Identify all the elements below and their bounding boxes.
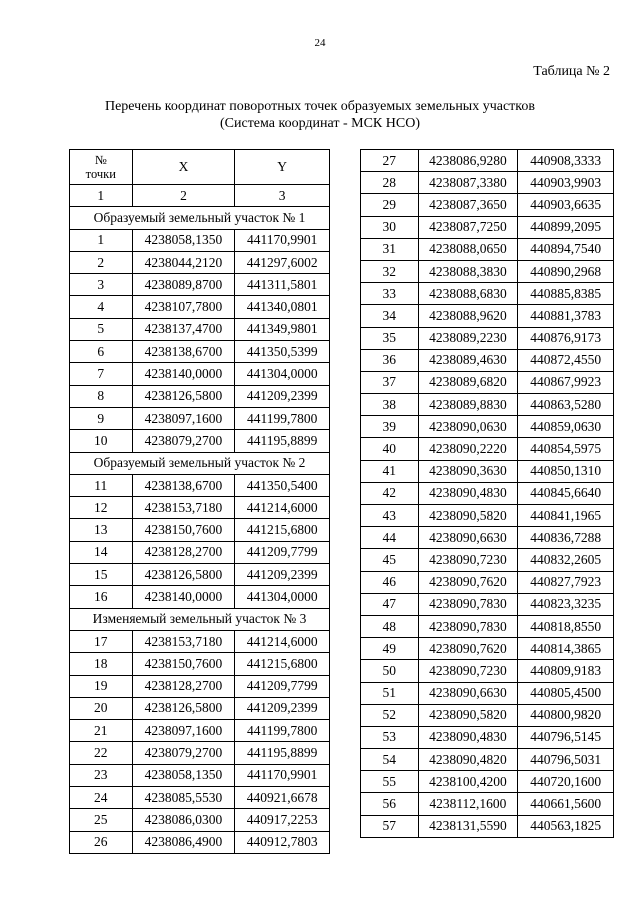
point-number: 32 (361, 260, 419, 282)
title-line-2: (Система координат - МСК НСО) (219, 116, 420, 131)
point-number: 9 (70, 407, 133, 429)
point-number: 12 (70, 497, 133, 519)
table-row (361, 615, 614, 637)
point-number: 1 (70, 229, 133, 251)
point-number: 8 (70, 385, 133, 407)
header-index-1: 1 (70, 185, 133, 207)
x-coordinate: 4238128,2700 (132, 675, 235, 697)
table-row (70, 809, 330, 831)
table-row (70, 251, 330, 273)
y-coordinate: 440836,7288 (518, 527, 614, 549)
right-table-body (361, 150, 614, 838)
y-coordinate: 440832,2605 (518, 549, 614, 571)
x-coordinate: 4238090,4830 (418, 482, 518, 504)
header-y: Y (235, 150, 330, 185)
header-point-number (70, 150, 133, 185)
point-number: 23 (70, 764, 133, 786)
x-coordinate: 4238085,5530 (132, 787, 235, 809)
y-coordinate: 440809,9183 (518, 660, 614, 682)
table-row (70, 407, 330, 429)
y-coordinate: 440823,3235 (518, 593, 614, 615)
point-number: 56 (361, 793, 419, 815)
point-number: 47 (361, 593, 419, 615)
table-row (70, 385, 330, 407)
x-coordinate: 4238086,4900 (132, 831, 235, 853)
point-number: 22 (70, 742, 133, 764)
header-index-row (70, 185, 330, 207)
x-coordinate: 4238090,5820 (418, 505, 518, 527)
y-coordinate: 441350,5399 (235, 341, 330, 363)
table-row (70, 274, 330, 296)
point-number: 37 (361, 371, 419, 393)
x-coordinate: 4238089,8830 (418, 394, 518, 416)
table-row (70, 474, 330, 496)
table-row (70, 341, 330, 363)
x-coordinate: 4238138,6700 (132, 474, 235, 496)
point-number: 38 (361, 394, 419, 416)
y-coordinate: 441304,0000 (235, 363, 330, 385)
point-number: 57 (361, 815, 419, 837)
header-x: X (132, 150, 235, 185)
table-row (361, 194, 614, 216)
x-coordinate: 4238131,5590 (418, 815, 518, 837)
table-row (361, 460, 614, 482)
table-row (361, 771, 614, 793)
point-number: 19 (70, 675, 133, 697)
x-coordinate: 4238086,9280 (418, 150, 518, 172)
point-number: 18 (70, 653, 133, 675)
table-row (361, 749, 614, 771)
x-coordinate: 4238153,7180 (132, 630, 235, 652)
table-row (361, 260, 614, 282)
x-coordinate: 4238097,1600 (132, 407, 235, 429)
y-coordinate: 441195,8899 (235, 430, 330, 452)
point-number: 45 (361, 549, 419, 571)
point-number: 28 (361, 172, 419, 194)
point-number: 5 (70, 318, 133, 340)
x-coordinate: 4238090,3630 (418, 460, 518, 482)
y-coordinate: 440661,5600 (518, 793, 614, 815)
y-coordinate: 441311,5801 (235, 274, 330, 296)
table-row (70, 831, 330, 853)
y-coordinate: 440917,2253 (235, 809, 330, 831)
y-coordinate: 441215,6800 (235, 653, 330, 675)
y-coordinate: 441199,7800 (235, 407, 330, 429)
point-number: 15 (70, 564, 133, 586)
x-coordinate: 4238150,7600 (132, 519, 235, 541)
y-coordinate: 440903,9903 (518, 172, 614, 194)
table-row (361, 150, 614, 172)
x-coordinate: 4238150,7600 (132, 653, 235, 675)
point-number: 44 (361, 527, 419, 549)
y-coordinate: 440814,3865 (518, 638, 614, 660)
point-number: 34 (361, 305, 419, 327)
y-coordinate: 440818,8550 (518, 615, 614, 637)
x-coordinate: 4238126,5800 (132, 385, 235, 407)
y-coordinate: 440899,2095 (518, 216, 614, 238)
x-coordinate: 4238087,7250 (418, 216, 518, 238)
coordinates-table-right (360, 149, 614, 838)
table-row (361, 172, 614, 194)
y-coordinate: 441214,6000 (235, 630, 330, 652)
page-number: 24 (314, 37, 326, 49)
x-coordinate: 4238090,6630 (418, 682, 518, 704)
table-row (70, 541, 330, 563)
x-coordinate: 4238090,7620 (418, 638, 518, 660)
table-row (70, 318, 330, 340)
table-row (70, 586, 330, 608)
point-number: 51 (361, 682, 419, 704)
point-number: 6 (70, 341, 133, 363)
y-coordinate: 440841,1965 (518, 505, 614, 527)
x-coordinate: 4238090,7230 (418, 660, 518, 682)
point-number: 48 (361, 615, 419, 637)
x-coordinate: 4238140,0000 (132, 586, 235, 608)
y-coordinate: 440563,1825 (518, 815, 614, 837)
table-row (70, 497, 330, 519)
table-row (361, 505, 614, 527)
coordinates-table-left (69, 149, 330, 854)
table-row (361, 660, 614, 682)
y-coordinate: 440859,0630 (518, 416, 614, 438)
y-coordinate: 441209,2399 (235, 697, 330, 719)
x-coordinate: 4238137,4700 (132, 318, 235, 340)
table-row (70, 296, 330, 318)
table-row (70, 653, 330, 675)
point-number: 11 (70, 474, 133, 496)
y-coordinate: 441195,8899 (235, 742, 330, 764)
y-coordinate: 440796,5145 (518, 726, 614, 748)
x-coordinate: 4238087,3650 (418, 194, 518, 216)
table-row (361, 371, 614, 393)
table-row (361, 682, 614, 704)
x-coordinate: 4238044,2120 (132, 251, 235, 273)
table-row (70, 675, 330, 697)
y-coordinate: 440720,1600 (518, 771, 614, 793)
y-coordinate: 440908,3333 (518, 150, 614, 172)
y-coordinate: 441297,6002 (235, 251, 330, 273)
section-title: Образуемый земельный участок № 2 (70, 452, 330, 474)
table-row (361, 815, 614, 837)
table-row (361, 704, 614, 726)
y-coordinate: 440890,2968 (518, 260, 614, 282)
section-title: Изменяемый земельный участок № 3 (70, 608, 330, 630)
x-coordinate: 4238090,6630 (418, 527, 518, 549)
point-number: 16 (70, 586, 133, 608)
y-coordinate: 440845,6640 (518, 482, 614, 504)
table-row (361, 283, 614, 305)
x-coordinate: 4238100,4200 (418, 771, 518, 793)
y-coordinate: 441209,2399 (235, 564, 330, 586)
point-number: 4 (70, 296, 133, 318)
header-index-2: 2 (132, 185, 235, 207)
title-line-1: Перечень координат поворотных точек образуемых земельных участков (104, 99, 535, 114)
table-row (70, 787, 330, 809)
y-coordinate: 440800,9820 (518, 704, 614, 726)
point-number: 46 (361, 571, 419, 593)
point-number: 20 (70, 697, 133, 719)
point-number: 24 (70, 787, 133, 809)
point-number: 14 (70, 541, 133, 563)
table-row (70, 742, 330, 764)
x-coordinate: 4238153,7180 (132, 497, 235, 519)
x-coordinate: 4238097,1600 (132, 720, 235, 742)
point-number: 26 (70, 831, 133, 853)
y-coordinate: 440854,5975 (518, 438, 614, 460)
x-coordinate: 4238079,2700 (132, 742, 235, 764)
point-number: 39 (361, 416, 419, 438)
y-coordinate: 441214,6000 (235, 497, 330, 519)
y-coordinate: 440850,1310 (518, 460, 614, 482)
y-coordinate: 441209,2399 (235, 385, 330, 407)
x-coordinate: 4238089,6820 (418, 371, 518, 393)
x-coordinate: 4238089,2230 (418, 327, 518, 349)
y-coordinate: 440805,4500 (518, 682, 614, 704)
point-number: 3 (70, 274, 133, 296)
section-title: Образуемый земельный участок № 1 (70, 207, 330, 229)
y-coordinate: 440903,6635 (518, 194, 614, 216)
table-row (361, 482, 614, 504)
y-coordinate: 440827,7923 (518, 571, 614, 593)
table-row (361, 638, 614, 660)
x-coordinate: 4238140,0000 (132, 363, 235, 385)
table-row (361, 394, 614, 416)
y-coordinate: 440885,8385 (518, 283, 614, 305)
point-number: 41 (361, 460, 419, 482)
y-coordinate: 440881,3783 (518, 305, 614, 327)
y-coordinate: 441209,7799 (235, 541, 330, 563)
point-number: 2 (70, 251, 133, 273)
point-number: 10 (70, 430, 133, 452)
table-row (70, 630, 330, 652)
table-row (361, 438, 614, 460)
y-coordinate: 440876,9173 (518, 327, 614, 349)
x-coordinate: 4238090,7230 (418, 549, 518, 571)
header-number-sign: № (94, 153, 107, 167)
header-point-word: точки (85, 167, 116, 181)
x-coordinate: 4238088,9620 (418, 305, 518, 327)
point-number: 52 (361, 704, 419, 726)
table-row (70, 430, 330, 452)
table-row (361, 216, 614, 238)
header-index-3: 3 (235, 185, 330, 207)
point-number: 29 (361, 194, 419, 216)
point-number: 36 (361, 349, 419, 371)
x-coordinate: 4238088,3830 (418, 260, 518, 282)
point-number: 55 (361, 771, 419, 793)
section-title-row (70, 207, 330, 229)
x-coordinate: 4238090,7830 (418, 615, 518, 637)
point-number: 33 (361, 283, 419, 305)
x-coordinate: 4238126,5800 (132, 564, 235, 586)
table-row (361, 327, 614, 349)
x-coordinate: 4238090,7620 (418, 571, 518, 593)
table-row (361, 416, 614, 438)
y-coordinate: 441350,5400 (235, 474, 330, 496)
y-coordinate: 441170,9901 (235, 229, 330, 251)
point-number: 42 (361, 482, 419, 504)
x-coordinate: 4238090,2220 (418, 438, 518, 460)
x-coordinate: 4238089,4630 (418, 349, 518, 371)
y-coordinate: 440921,6678 (235, 787, 330, 809)
y-coordinate: 440796,5031 (518, 749, 614, 771)
table-row (361, 549, 614, 571)
point-number: 17 (70, 630, 133, 652)
table-row (70, 564, 330, 586)
y-coordinate: 441304,0000 (235, 586, 330, 608)
point-number: 31 (361, 238, 419, 260)
y-coordinate: 440912,7803 (235, 831, 330, 853)
point-number: 30 (361, 216, 419, 238)
y-coordinate: 441215,6800 (235, 519, 330, 541)
x-coordinate: 4238128,2700 (132, 541, 235, 563)
x-coordinate: 4238126,5800 (132, 697, 235, 719)
y-coordinate: 441199,7800 (235, 720, 330, 742)
table-label: Таблица № 2 (533, 64, 610, 79)
y-coordinate: 441340,0801 (235, 296, 330, 318)
point-number: 43 (361, 505, 419, 527)
x-coordinate: 4238107,7800 (132, 296, 235, 318)
table-row (70, 229, 330, 251)
x-coordinate: 4238079,2700 (132, 430, 235, 452)
x-coordinate: 4238112,1600 (418, 793, 518, 815)
x-coordinate: 4238086,0300 (132, 809, 235, 831)
x-coordinate: 4238090,5820 (418, 704, 518, 726)
x-coordinate: 4238089,8700 (132, 274, 235, 296)
point-number: 25 (70, 809, 133, 831)
y-coordinate: 441170,9901 (235, 764, 330, 786)
x-coordinate: 4238058,1350 (132, 764, 235, 786)
table-row (361, 305, 614, 327)
y-coordinate: 440894,7540 (518, 238, 614, 260)
point-number: 21 (70, 720, 133, 742)
table-row (70, 764, 330, 786)
x-coordinate: 4238090,0630 (418, 416, 518, 438)
x-coordinate: 4238088,6830 (418, 283, 518, 305)
x-coordinate: 4238088,0650 (418, 238, 518, 260)
point-number: 35 (361, 327, 419, 349)
section-title-row (70, 452, 330, 474)
x-coordinate: 4238087,3380 (418, 172, 518, 194)
page-title (0, 98, 640, 132)
point-number: 50 (361, 660, 419, 682)
x-coordinate: 4238090,4830 (418, 726, 518, 748)
point-number: 53 (361, 726, 419, 748)
table-row (361, 571, 614, 593)
table-row (361, 593, 614, 615)
table-row (70, 697, 330, 719)
table-row (361, 793, 614, 815)
point-number: 7 (70, 363, 133, 385)
left-table-body (70, 207, 330, 854)
table-row (70, 519, 330, 541)
y-coordinate: 441349,9801 (235, 318, 330, 340)
y-coordinate: 440867,9923 (518, 371, 614, 393)
y-coordinate: 440872,4550 (518, 349, 614, 371)
point-number: 40 (361, 438, 419, 460)
x-coordinate: 4238090,4820 (418, 749, 518, 771)
table-row (70, 720, 330, 742)
section-title-row (70, 608, 330, 630)
table-row (361, 349, 614, 371)
point-number: 54 (361, 749, 419, 771)
point-number: 27 (361, 150, 419, 172)
y-coordinate: 440863,5280 (518, 394, 614, 416)
table-row (361, 238, 614, 260)
point-number: 13 (70, 519, 133, 541)
y-coordinate: 441209,7799 (235, 675, 330, 697)
x-coordinate: 4238138,6700 (132, 341, 235, 363)
header-row (70, 150, 330, 185)
table-row (70, 363, 330, 385)
table-row (361, 527, 614, 549)
point-number: 49 (361, 638, 419, 660)
x-coordinate: 4238058,1350 (132, 229, 235, 251)
x-coordinate: 4238090,7830 (418, 593, 518, 615)
table-row (361, 726, 614, 748)
